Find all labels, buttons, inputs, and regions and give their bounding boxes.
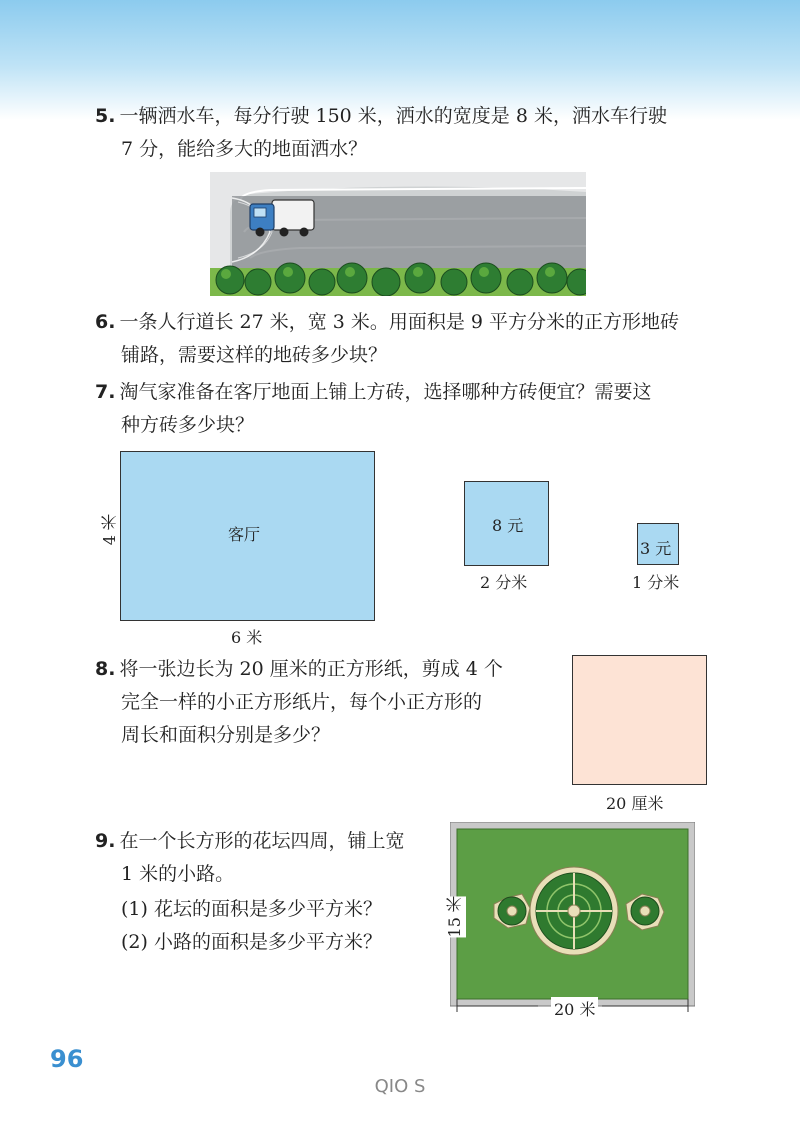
room-width-label: 6 米 <box>231 628 263 647</box>
water-truck-icon <box>250 200 314 237</box>
tile-large-size: 2 分米 <box>480 573 528 592</box>
problem-6 <box>95 306 679 372</box>
water-truck-illustration <box>210 172 586 296</box>
problem-number: 8. <box>95 658 116 680</box>
problem-number: 6. <box>95 311 116 333</box>
problem-8 <box>95 653 503 752</box>
problem-9 <box>95 825 404 959</box>
problem-text: 将一张边长为 20 厘米的正方形纸，剪成 4 个 <box>119 658 503 680</box>
problem-text: 1 米的小路。 <box>121 863 235 885</box>
problem-text: 一条人行道长 27 米，宽 3 米。用面积是 9 平方分米的正方形地砖 <box>119 311 680 333</box>
problem-text: 铺路，需要这样的地砖多少块？ <box>121 344 388 366</box>
problem-number: 9. <box>95 830 116 852</box>
problem-text: 一辆洒水车，每分行驶 150 米，洒水的宽度是 8 米，洒水车行驶 <box>119 105 667 127</box>
tile-large-price: 8 元 <box>492 516 524 535</box>
sub-question-2: (2) 小路的面积是多少平方米？ <box>121 931 382 953</box>
flower-planter-icon <box>530 867 618 955</box>
flower-bed-illustration <box>450 822 695 1020</box>
paper-side-label: 20 厘米 <box>606 794 664 813</box>
problem-5 <box>95 100 667 166</box>
bed-width-label: 20 米 <box>551 997 598 1020</box>
watermark: QIO S <box>374 1076 426 1097</box>
problem-7 <box>95 376 651 442</box>
problem-text: 完全一样的小正方形纸片，每个小正方形的 <box>121 691 483 713</box>
problem-text: 在一个长方形的花坛四周，铺上宽 <box>119 830 405 852</box>
problem-text: 种方砖多少块？ <box>121 414 255 436</box>
problem-text: 周长和面积分别是多少？ <box>121 724 331 746</box>
problem-text: 7 分，能给多大的地面洒水？ <box>121 138 368 160</box>
square-paper <box>572 655 707 785</box>
problem-number: 5. <box>95 105 116 127</box>
bed-height-label: 15 米 <box>445 896 464 938</box>
sub-question-1: (1) 花坛的面积是多少平方米？ <box>121 898 382 920</box>
tile-small-size: 1 分米 <box>632 573 680 592</box>
problem-text: 淘气家准备在客厅地面上铺上方砖，选择哪种方砖便宜？需要这 <box>119 381 652 403</box>
room-label: 客厅 <box>228 525 261 544</box>
room-height-label: 4 米 <box>100 514 119 546</box>
page-number: 96 <box>50 1045 84 1073</box>
problem-number: 7. <box>95 381 116 403</box>
tile-small-price: 3 元 <box>640 539 672 558</box>
